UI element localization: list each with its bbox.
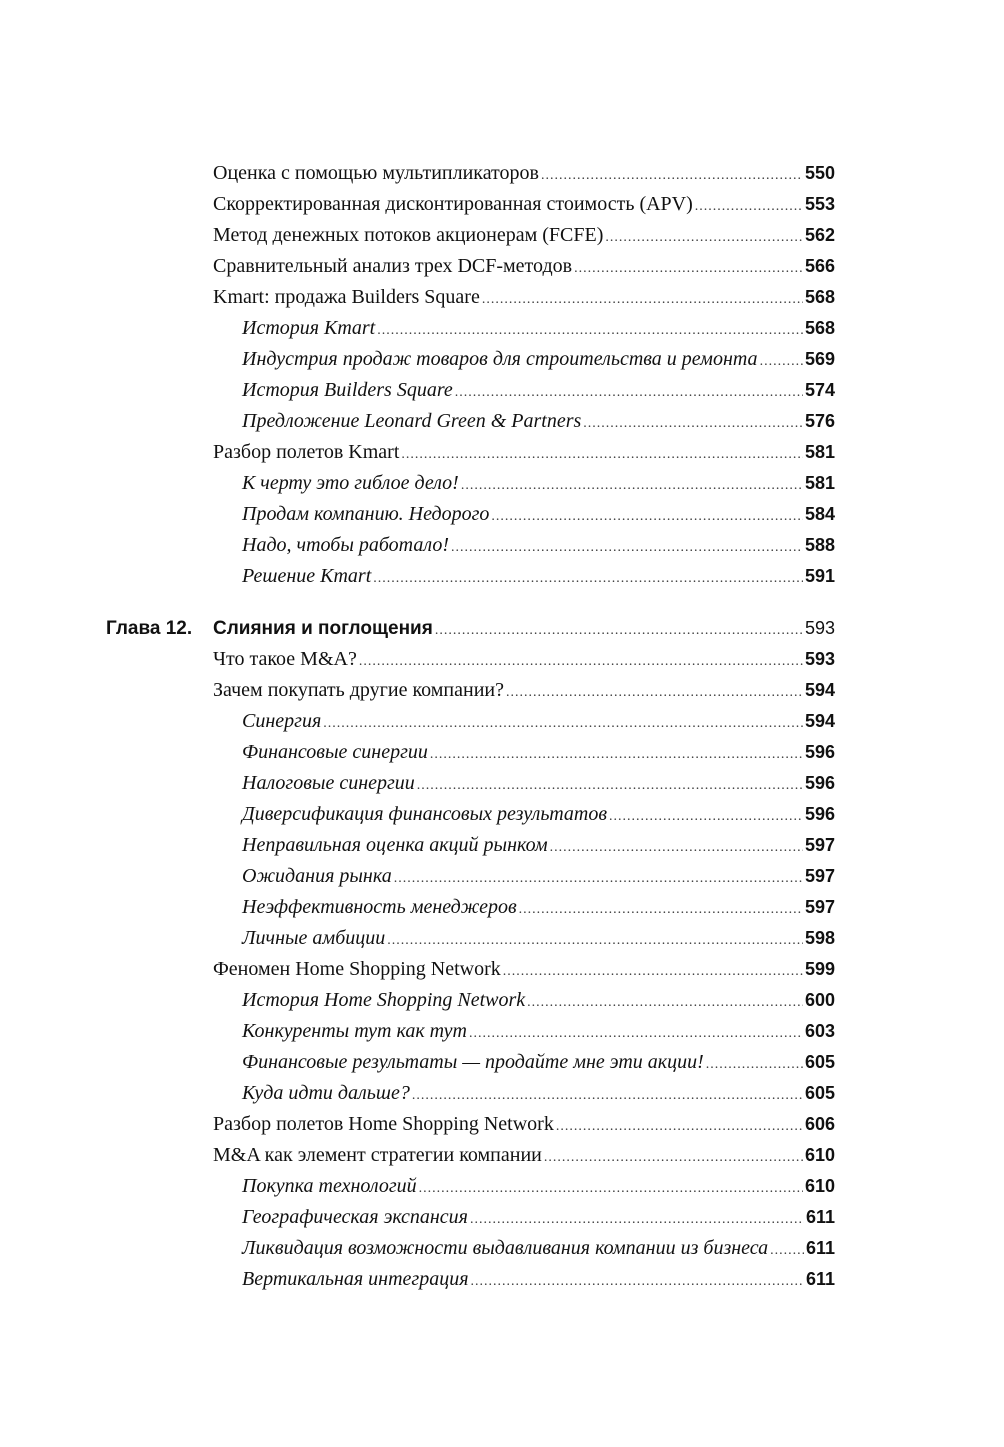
toc-subentry-title: Неправильная оценка акций рынком	[242, 834, 548, 856]
toc-entry-page: 581	[804, 442, 835, 462]
toc-subentry-page: 611	[805, 1269, 835, 1289]
dot-leader	[451, 532, 803, 563]
toc-subentry-page: 597	[804, 897, 835, 917]
toc-subentry-page: 584	[804, 504, 835, 524]
toc-subentry	[0, 1202, 835, 1233]
dot-leader	[417, 770, 803, 801]
toc-subentry	[0, 313, 835, 344]
toc-subentry-page: 605	[804, 1083, 835, 1103]
toc-subentry	[0, 1047, 835, 1078]
toc-subentry-title: Покупка технологий	[242, 1175, 417, 1197]
toc-subentry-page: 611	[805, 1238, 835, 1258]
toc-subentry-title: Финансовые результаты — продайте мне эти акции!	[242, 1051, 704, 1073]
dot-leader	[760, 346, 803, 377]
toc-subentry-title: Ожидания рынка	[242, 865, 392, 887]
toc-entry-title: Феномен Home Shopping Network	[213, 958, 501, 980]
chapter-title-group	[106, 613, 435, 644]
table-of-contents	[0, 158, 1004, 1295]
toc-entry	[0, 189, 835, 220]
chapter-heading	[0, 613, 835, 644]
toc-subentry	[0, 768, 835, 799]
toc-subentry-page: 603	[804, 1021, 835, 1041]
toc-subentry-page: 597	[804, 866, 835, 886]
toc-subentry	[0, 499, 835, 530]
dot-leader	[556, 1111, 803, 1142]
toc-entry-title: Kmart: продажа Builders Square	[213, 286, 480, 308]
toc-subentry	[0, 375, 835, 406]
toc-entry-page: 610	[804, 1145, 835, 1165]
toc-entry-title: Разбор полетов Home Shopping Network	[213, 1113, 554, 1135]
dot-leader	[491, 501, 803, 532]
toc-subentry-page: 591	[804, 566, 835, 586]
chapter-number: Глава 12.	[106, 618, 193, 639]
dot-leader	[583, 408, 803, 439]
toc-subentry	[0, 892, 835, 923]
dot-leader	[461, 470, 803, 501]
toc-subentry-title: Вертикальная интеграция	[242, 1268, 469, 1290]
toc-entry	[0, 251, 835, 282]
toc-entry-page: 606	[804, 1114, 835, 1134]
dot-leader	[706, 1049, 803, 1080]
toc-subentry	[0, 1264, 835, 1295]
toc-subentry-page: 600	[804, 990, 835, 1010]
toc-entry-page: 566	[804, 256, 835, 276]
toc-subentry-page: 596	[804, 742, 835, 762]
toc-subentry-title: История Builders Square	[242, 379, 453, 401]
dot-leader	[482, 284, 803, 315]
toc-entry	[0, 282, 835, 313]
toc-entry-page: 599	[804, 959, 835, 979]
toc-subentry-page: 581	[804, 473, 835, 493]
toc-entry	[0, 1140, 835, 1171]
dot-leader	[609, 801, 803, 832]
toc-subentry	[0, 1233, 835, 1264]
toc-entry-page: 550	[804, 163, 835, 183]
toc-entry-page: 553	[804, 194, 835, 214]
toc-subentry	[0, 561, 835, 592]
toc-subentry	[0, 861, 835, 892]
toc-entry-title: Разбор полетов Kmart	[213, 441, 400, 463]
toc-entry-title: Зачем покупать другие компании?	[213, 679, 504, 701]
toc-subentry-title: Куда идти дальше?	[242, 1082, 410, 1104]
dot-leader	[541, 160, 803, 191]
toc-entry-page: 568	[804, 287, 835, 307]
toc-subentry	[0, 406, 835, 437]
toc-subentry	[0, 468, 835, 499]
toc-subentry-title: История Home Shopping Network	[242, 989, 526, 1011]
toc-subentry	[0, 830, 835, 861]
chapter-title: Слияния и поглощения	[213, 618, 433, 639]
toc-entry-title: Метод денежных потоков акционерам (FCFE)	[213, 224, 604, 246]
toc-subentry-title: Личные амбиции	[242, 927, 386, 949]
toc-subentry-page: 574	[804, 380, 835, 400]
dot-leader	[506, 677, 803, 708]
dot-leader	[435, 615, 803, 646]
toc-entry	[0, 1109, 835, 1140]
toc-subentry-title: Неэффективность менеджеров	[242, 896, 517, 918]
toc-subentry-title: К черту это гиблое дело!	[242, 472, 459, 494]
dot-leader	[401, 439, 803, 470]
toc-subentry-page: 605	[804, 1052, 835, 1072]
toc-subentry-page: 588	[804, 535, 835, 555]
toc-subentry-title: Ликвидация возможности выдавливания компании из бизнеса	[242, 1237, 769, 1259]
toc-entry	[0, 675, 835, 706]
toc-subentry-page: 594	[804, 711, 835, 731]
dot-leader	[387, 925, 803, 956]
dot-leader	[359, 646, 803, 677]
dot-leader	[469, 1018, 803, 1049]
dot-leader	[550, 832, 803, 863]
toc-entry	[0, 954, 835, 985]
toc-subentry-page: 569	[804, 349, 835, 369]
toc-entry-page: 562	[804, 225, 835, 245]
chapter-page: 593	[804, 618, 835, 638]
toc-subentry-page: 610	[804, 1176, 835, 1196]
dot-leader	[323, 708, 803, 739]
toc-subentry-title: Надо, чтобы работало!	[242, 534, 449, 556]
toc-entry	[0, 644, 835, 675]
toc-subentry-page: 598	[804, 928, 835, 948]
dot-leader	[503, 956, 803, 987]
toc-entry	[0, 158, 835, 189]
dot-leader	[373, 563, 803, 594]
toc-subentry-title: Индустрия продаж товаров для строительства и ремонта	[242, 348, 758, 370]
toc-entry-page: 593	[804, 649, 835, 669]
toc-subentry-title: Предложение Leonard Green & Partners	[242, 410, 582, 432]
dot-leader	[527, 987, 803, 1018]
toc-subentry-page: 597	[804, 835, 835, 855]
toc-entry-title: Скорректированная дисконтированная стоимость (APV)	[213, 193, 693, 215]
dot-leader	[574, 253, 803, 284]
toc-subentry-page: 568	[804, 318, 835, 338]
toc-subentry-title: Продам компанию. Недорого	[242, 503, 490, 525]
toc-subentry	[0, 344, 835, 375]
toc-subentry	[0, 737, 835, 768]
toc-subentry-title: Географическая экспансия	[242, 1206, 468, 1228]
toc-entry-title: M&A как элемент стратегии компании	[213, 1144, 542, 1166]
toc-entry-title: Что такое M&A?	[213, 648, 357, 670]
toc-subentry	[0, 1016, 835, 1047]
toc-subentry	[0, 985, 835, 1016]
toc-subentry	[0, 1171, 835, 1202]
toc-subentry	[0, 530, 835, 561]
toc-subentry	[0, 1078, 835, 1109]
toc-subentry-page: 596	[804, 804, 835, 824]
toc-subentry-title: Конкуренты тут как тут	[242, 1020, 467, 1042]
toc-subentry-title: Решение Kmart	[242, 565, 372, 587]
toc-entry	[0, 220, 835, 251]
dot-leader	[605, 222, 803, 253]
toc-entry-page: 594	[804, 680, 835, 700]
dot-leader	[770, 1235, 804, 1266]
toc-subentry	[0, 923, 835, 954]
dot-leader	[519, 894, 803, 925]
toc-subentry	[0, 706, 835, 737]
toc-subentry-page: 576	[804, 411, 835, 431]
dot-leader	[412, 1080, 803, 1111]
toc-subentry-page: 596	[804, 773, 835, 793]
dot-leader	[544, 1142, 803, 1173]
toc-subentry-title: Диверсификация финансовых результатов	[242, 803, 608, 825]
dot-leader	[470, 1204, 804, 1235]
dot-leader	[394, 863, 803, 894]
toc-subentry-page: 611	[805, 1207, 835, 1227]
toc-subentry-title: Финансовые синергии	[242, 741, 428, 763]
toc-subentry-title: Синергия	[242, 710, 322, 732]
dot-leader	[455, 377, 803, 408]
dot-leader	[430, 739, 803, 770]
toc-entry-title: Сравнительный анализ трех DCF-методов	[213, 255, 573, 277]
dot-leader	[695, 191, 803, 222]
toc-entry	[0, 437, 835, 468]
toc-subentry-title: Налоговые синергии	[242, 772, 415, 794]
toc-entry-title: Оценка с помощью мультипликаторов	[213, 162, 539, 184]
dot-leader	[377, 315, 803, 346]
toc-subentry-title: История Kmart	[242, 317, 376, 339]
dot-leader	[471, 1266, 804, 1297]
toc-subentry	[0, 799, 835, 830]
dot-leader	[419, 1173, 803, 1204]
